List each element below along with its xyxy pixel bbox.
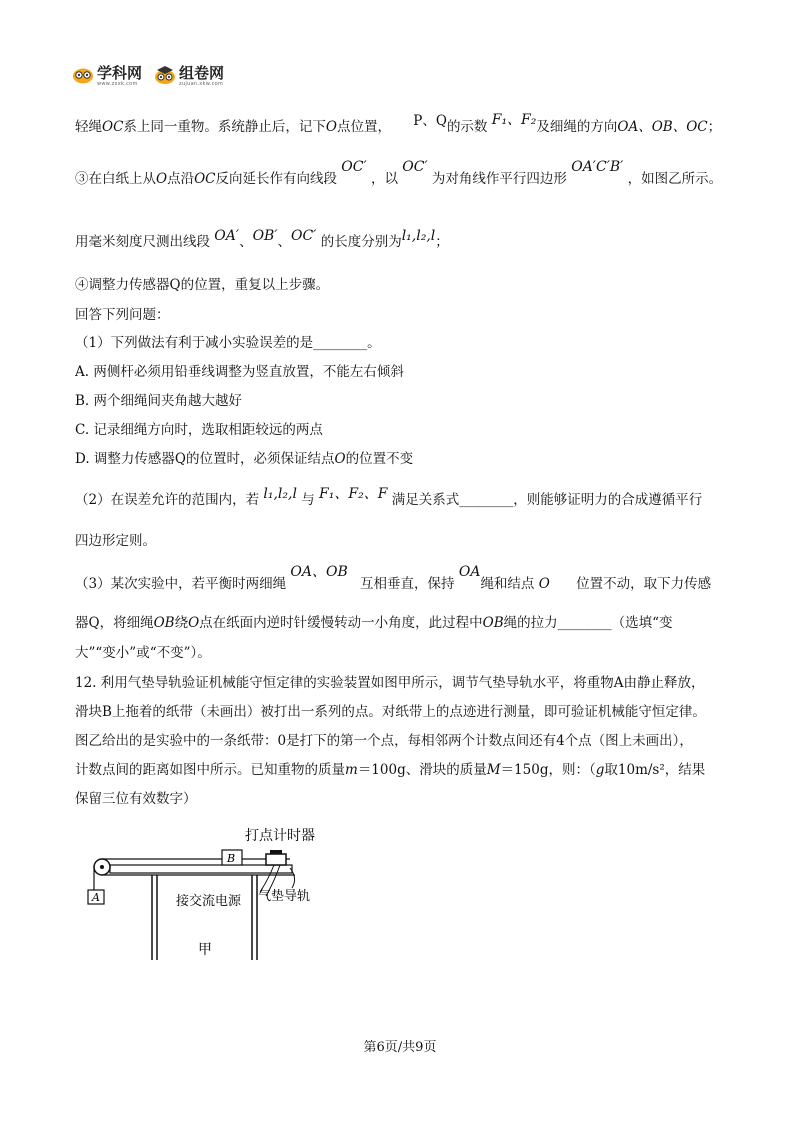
owl-cap-logo-icon xyxy=(154,66,176,84)
formula: OC′ xyxy=(341,159,367,175)
question-3 xyxy=(75,564,712,593)
text: ＝100g、滑块的质量 xyxy=(357,762,487,778)
text-line-17: 滑块B上拖着的纸带（未画出）被打出一系列的点。对纸带上的点迹进行测量，即可验证机械能守恒定律。 xyxy=(75,704,706,720)
label-track: 气垫导轨 xyxy=(258,889,311,904)
text: 的位置不变 xyxy=(345,451,414,467)
text-line-3 xyxy=(75,228,449,251)
air-track xyxy=(110,865,292,873)
text: ； xyxy=(707,119,722,135)
text: ，以 xyxy=(370,171,398,187)
text: 的示数 xyxy=(446,119,488,135)
formula: OC′ xyxy=(291,228,317,244)
option-c: C. 记录细绳方向时，选取相距较远的两点 xyxy=(75,422,323,438)
text: 满足关系式________，则能够证明力的合成遵循平行 xyxy=(391,492,703,508)
option-a: A. 两侧杆必须用铅垂线调整为竖直放置，不能左右倾斜 xyxy=(75,364,404,380)
text: 轻绳 xyxy=(75,119,102,135)
text-line-18: 图乙给出的是实验中的一条纸带：0是打下的第一个点，每相邻两个计数点间还有4个点（图上未画出）， xyxy=(75,733,693,749)
logo-url: zujuan.xkw.com xyxy=(179,81,224,87)
text: ③在白纸上从 xyxy=(75,171,156,187)
question-2 xyxy=(75,486,703,509)
timer xyxy=(266,854,286,865)
label-a: A xyxy=(92,891,100,904)
text: OB xyxy=(482,615,504,631)
text-line-14 xyxy=(75,614,673,632)
text: 绳的拉力________（选填“变 xyxy=(503,615,673,631)
text-line-15: 大”“变小”或“不变”）。 xyxy=(75,645,211,661)
text-line-1 xyxy=(75,112,722,136)
text: O xyxy=(538,576,550,592)
question-1: （1）下列做法有利于减小实验误差的是________。 xyxy=(75,335,381,351)
text: m xyxy=(345,762,358,778)
text-line-2 xyxy=(75,159,723,188)
text: 点沿 xyxy=(167,171,195,187)
text: 计数点间的距离如图中所示。已知重物的质量 xyxy=(75,762,345,778)
logo-xuekewang xyxy=(72,62,142,87)
text: 、 xyxy=(239,234,253,250)
text: ，如图乙所示。 xyxy=(627,171,723,187)
text: M xyxy=(486,762,501,778)
text: 用毫米刻度尺测出线段 xyxy=(75,234,210,250)
formula: OB′ xyxy=(252,228,278,244)
text: O xyxy=(188,615,200,631)
text-line-12: 四边形定则。 xyxy=(75,533,156,549)
formula: OA、OB xyxy=(290,564,348,580)
logo-name: 学科网 xyxy=(97,64,143,82)
text-line-19 xyxy=(75,761,705,779)
formula: l₁,l₂,l xyxy=(263,486,297,502)
text: OB xyxy=(153,615,175,631)
text-line-5: 回答下列问题： xyxy=(75,307,170,323)
text: OC xyxy=(102,119,124,135)
option-b: B. 两个细绳间夹角越大越好 xyxy=(75,393,243,409)
formula: F₁、F₂ xyxy=(491,112,537,128)
text: O xyxy=(325,119,337,135)
label-power: 接交流电源 xyxy=(176,894,242,909)
formula: F₁、F₂、F xyxy=(319,486,388,502)
formula: OA′ xyxy=(214,228,240,244)
text: 的长度分别为 xyxy=(320,234,402,250)
logo-name: 组卷网 xyxy=(179,64,225,82)
text: O xyxy=(334,451,346,467)
text: OA、OB、OC xyxy=(617,119,708,135)
logo-zujuanwang xyxy=(154,62,224,87)
text: 点在纸面内逆时针缓慢转动一小角度，此过程中 xyxy=(199,615,483,631)
text: ＝150g，则：（ xyxy=(500,762,596,778)
text: 取10m/s²，结果 xyxy=(604,762,706,778)
owl-logo-icon xyxy=(72,66,94,84)
page-number: 第6页/共9页 xyxy=(363,1040,437,1055)
formula: OA′C′B′ xyxy=(571,159,624,175)
formula: OA xyxy=(458,564,481,580)
text: O xyxy=(156,171,168,187)
text: D. 调整力传感器Q的位置时，必须保证结点 xyxy=(75,451,335,467)
text: 互相垂直，保持 xyxy=(360,576,455,592)
text: 绕 xyxy=(174,615,189,631)
formula: OC′ xyxy=(402,159,428,175)
text: 反向延长作有向线段 xyxy=(215,171,337,187)
text: 系上同一重物。系统静止后，记下 xyxy=(123,119,326,135)
text: 绳和结点 xyxy=(480,576,535,592)
text: 及细绳的方向 xyxy=(536,119,618,135)
text: 器Q，将细绳 xyxy=(75,615,154,631)
text: ； xyxy=(435,234,449,250)
text: g xyxy=(595,762,605,778)
header-logos xyxy=(72,62,224,87)
label-b: B xyxy=(227,852,236,865)
text: （3）某次实验中，若平衡时两细绳 xyxy=(75,576,287,592)
text: 为对角线作平行四边形 xyxy=(431,171,567,187)
text-line-20: 保留三位有效数字） xyxy=(75,791,197,807)
text: 位置不动，取下力传感 xyxy=(576,576,712,592)
text: 点位置， xyxy=(336,119,391,135)
formula: l₁,l₂,l xyxy=(401,228,436,244)
text: P、Q xyxy=(413,113,447,129)
option-d xyxy=(75,450,413,468)
question-12: 12. 利用气垫导轨验证机械能守恒定律的实验装置如图甲所示，调节气垫导轨水平，将重物A由静止释放， xyxy=(75,675,705,691)
air-track-apparatus-figure xyxy=(80,820,360,960)
text: 、 xyxy=(277,234,292,250)
logo-url: www.zxxk.com xyxy=(97,81,138,87)
text: OC xyxy=(194,171,216,187)
label-timer: 打点计时器 xyxy=(245,828,315,844)
text-line-4: ④调整力传感器Q的位置，重复以上步骤。 xyxy=(75,277,330,293)
text: （2）在误差允许的范围内，若 xyxy=(75,492,260,508)
figure-caption: 甲 xyxy=(198,942,212,958)
text: 与 xyxy=(301,492,315,508)
